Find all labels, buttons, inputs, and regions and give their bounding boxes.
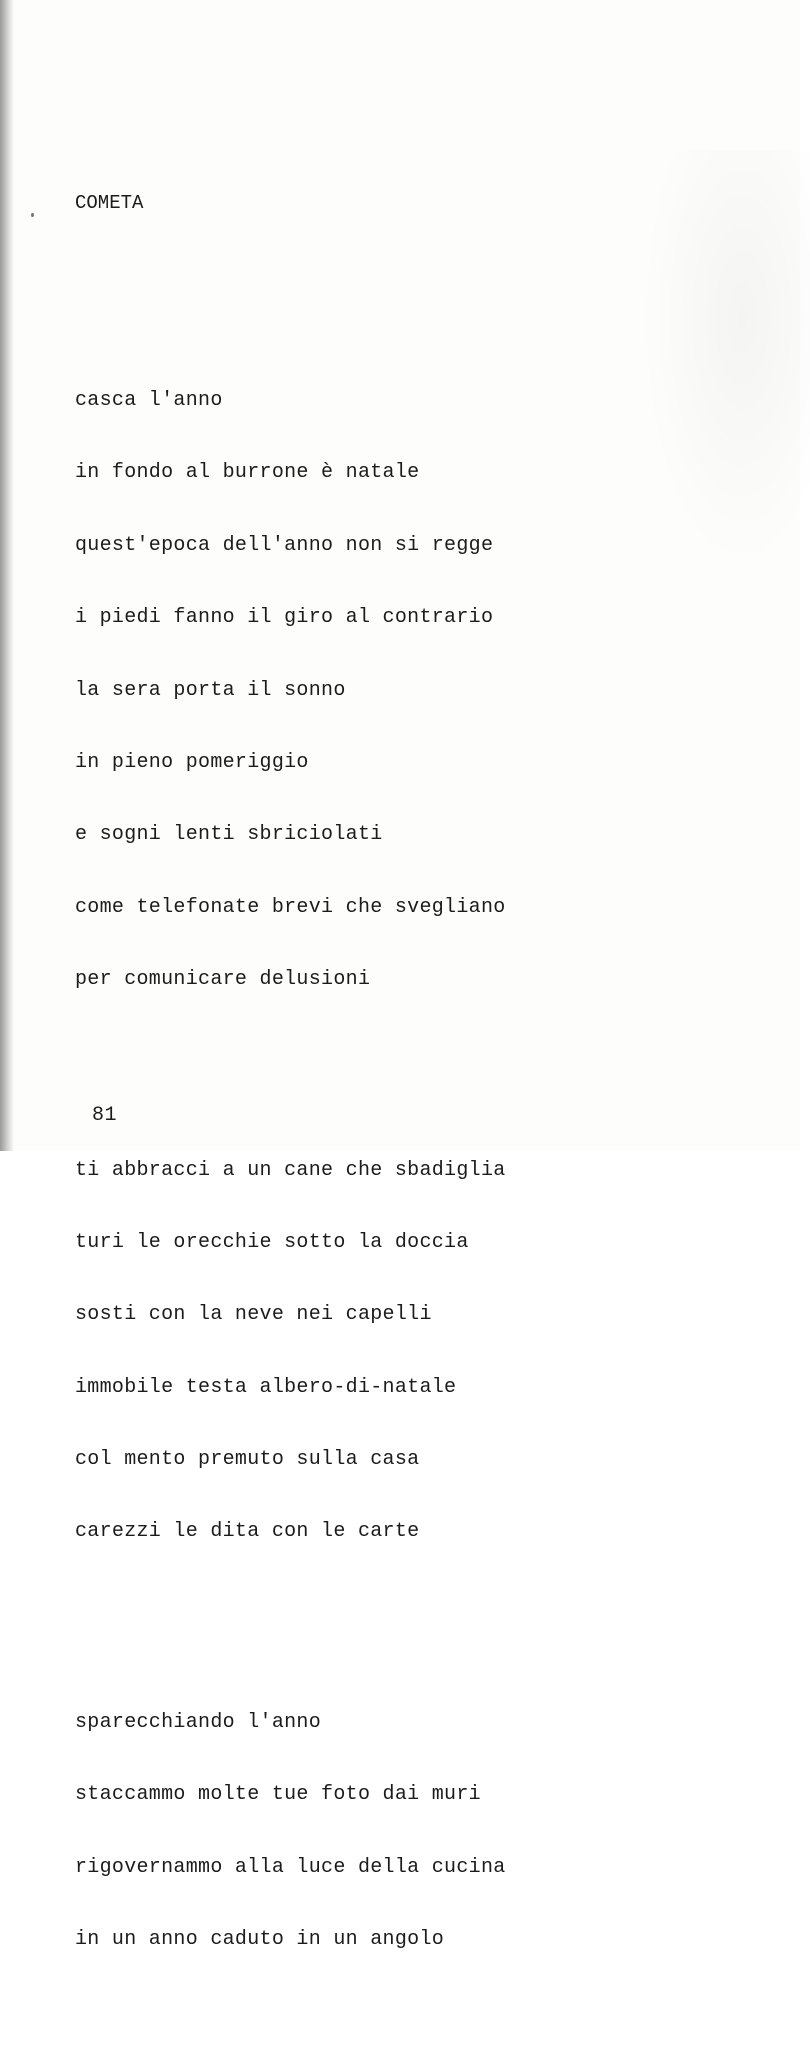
poem-line: come telefonate brevi che svegliano [75,895,506,919]
poem-line: quest'epoca dell'anno non si regge [75,533,494,557]
poem-line: rigovernammo alla luce della cucina [75,1855,506,1879]
stanza-1 [75,342,506,1040]
poem-line: carezzi le dita con le carte [75,1520,420,1544]
poem-title: COMETA [75,192,144,214]
poem-line: sparecchiando l'anno [75,1710,322,1734]
stanza-2 [75,1112,506,1592]
poem-line: per comunicare delusioni [75,968,371,992]
poem-line: col mento premuto sulla casa [75,1448,420,1472]
poem-line: staccammo molte tue foto dai muri [75,1783,481,1807]
stanza-3 [75,1664,506,2000]
poem-line: in pieno pomeriggio [75,750,309,774]
poem-line: i piedi fanno il giro al contrario [75,606,494,630]
poem-line: ti abbracci a un cane che sbadiglia [75,1158,506,1182]
page-number: 81 [92,1104,118,1127]
poem-line: casca l'anno [75,389,223,412]
poem-line: e sogni lenti sbriciolati [75,823,383,847]
binding-shadow [0,0,14,1151]
poem-line: in fondo al burrone è natale [75,461,420,485]
poem-line: turi le orecchie sotto la doccia [75,1230,469,1254]
poem-line: sosti con la neve nei capelli [75,1303,432,1327]
poem-line: immobile testa albero-di-natale [75,1375,457,1399]
poem-line: la sera porta il sonno [75,678,346,702]
show-through-bleed [640,150,810,570]
poem-body [75,296,506,2071]
poem-line: in un anno caduto in un angolo [75,1928,445,1952]
paper-speck [31,213,34,217]
